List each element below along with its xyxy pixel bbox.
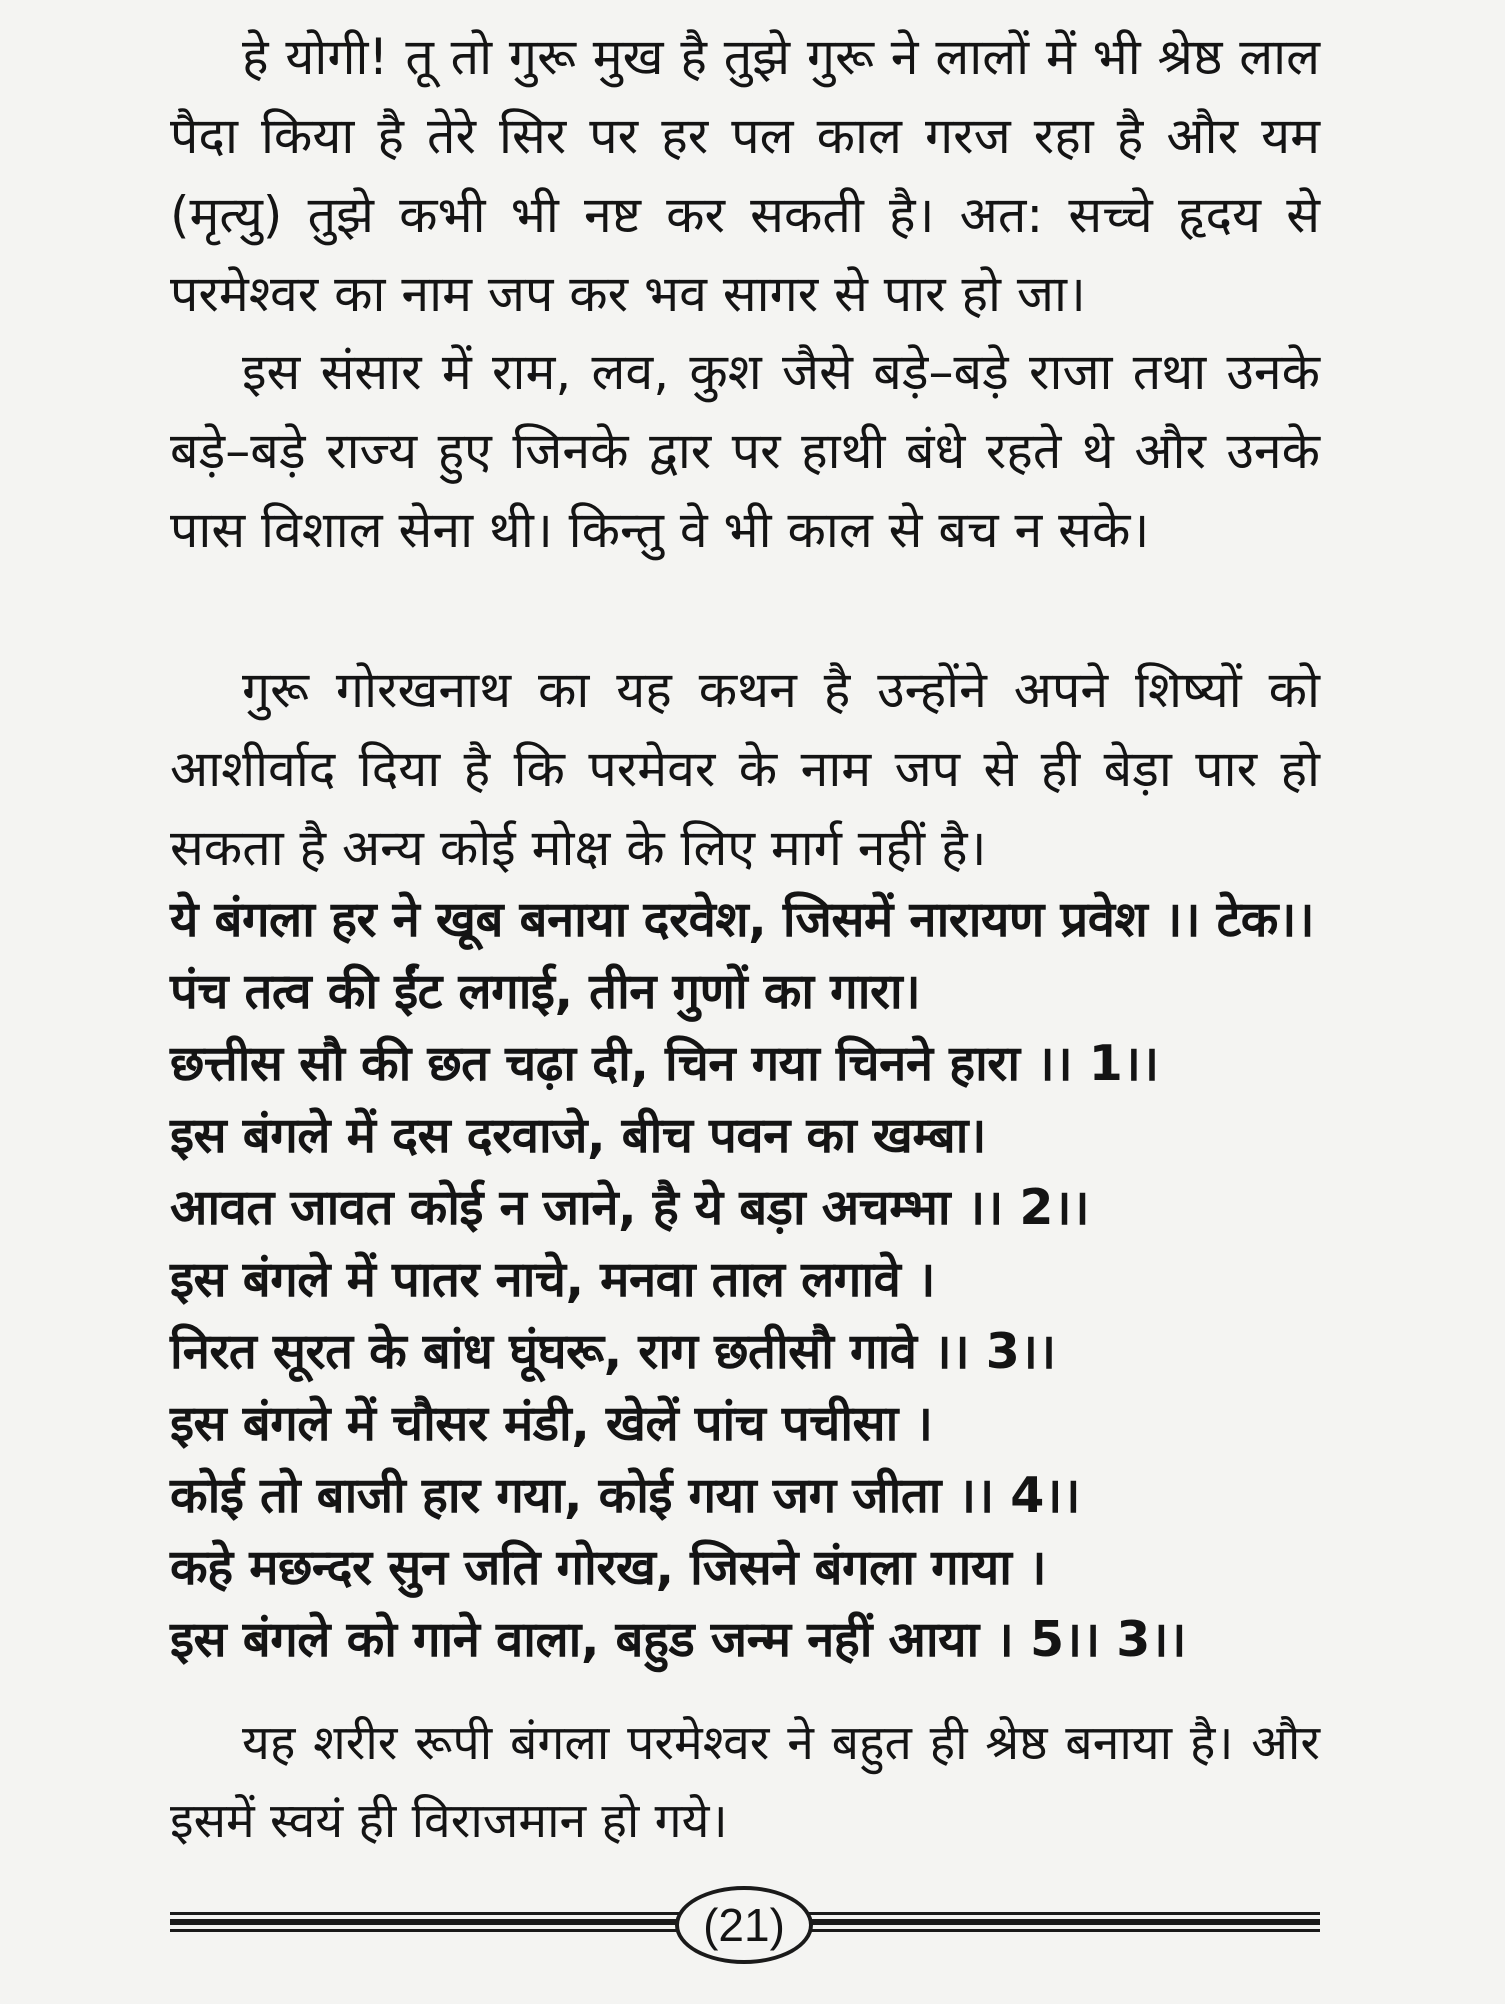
poem-line: कहे मछन्दर सुन जति गोरख, जिसने बंगला गाया । xyxy=(170,1539,1047,1596)
poem-line: पंच तत्व की ईंट लगाई, तीन गुणों का गारा। xyxy=(170,963,921,1020)
paragraph-gorakhnath: गुरू गोरखनाथ का यह कथन है उन्होंने अपने शिष्यों को आशीर्वाद दिया है कि परमेवर के नाम जप से ही बेड़ा पार हो सकता है अन्य कोई मोक्ष के लिए मार्ग नहीं है। xyxy=(170,661,1320,877)
poem-line: इस बंगले में दस दरवाजे, बीच पवन का खम्बा। xyxy=(170,1107,986,1164)
paragraph-guru-mukh: हे योगी! तू तो गुरू मुख है तुझे गुरू ने लालों में भी श्रेष्ठ लाल पैदा किया है तेरे सिर पर हर पल काल गरज रहा है और यम (मृत्यु) तुझे कभी भी नष्ट कर सकती है। अत: सच्चे हृदय से परमेश्वर का नाम जप कर भव सागर से पार हो जा। xyxy=(170,28,1320,323)
paragraph-closing: यह शरीर रूपी बंगला परमेश्वर ने बहुत ही श्रेष्ठ बनाया है। और इसमें स्वयं ही विराजमान हो गये। xyxy=(170,1715,1320,1849)
poem-line: निरत सूरत के बांध घूंघरू, राग छतीसौ गावे ।। 3।। xyxy=(170,1323,1056,1380)
poem-line: आवत जावत कोई न जाने, है ये बड़ा अचम्भा ।। 2।। xyxy=(170,1179,1090,1236)
poem-line: इस बंगले में पातर नाचे, मनवा ताल लगावे । xyxy=(170,1251,935,1308)
poem-line: ये बंगला हर ने खूब बनाया दरवेश, जिसमें नारायण प्रवेश ।। टेक।। xyxy=(170,891,1315,948)
poem-line: छत्तीस सौ की छत चढ़ा दी, चिन गया चिनने हारा ।। 1।। xyxy=(170,1035,1159,1092)
poem-line: इस बंगले को गाने वाला, बहुड जन्म नहीं आया । 5।। 3।। xyxy=(170,1611,1186,1668)
page-number: (21) xyxy=(675,1886,813,1964)
bangla-poem xyxy=(170,884,1340,1676)
poem-line: कोई तो बाजी हार गया, कोई गया जग जीता ।। 4।। xyxy=(170,1467,1080,1524)
paragraph-kings: इस संसार में राम, लव, कुश जैसे बड़े–बड़े राजा तथा उनके बड़े–बड़े राज्य हुए जिनके द्वार पर हाथी बंधे रहते थे और उनके पास विशाल सेना थी। किन्तु वे भी काल से बच न सके। xyxy=(170,343,1320,559)
page-footer xyxy=(170,1882,1320,1962)
poem-line: इस बंगले में चौसर मंडी, खेलें पांच पचीसा । xyxy=(170,1395,933,1452)
